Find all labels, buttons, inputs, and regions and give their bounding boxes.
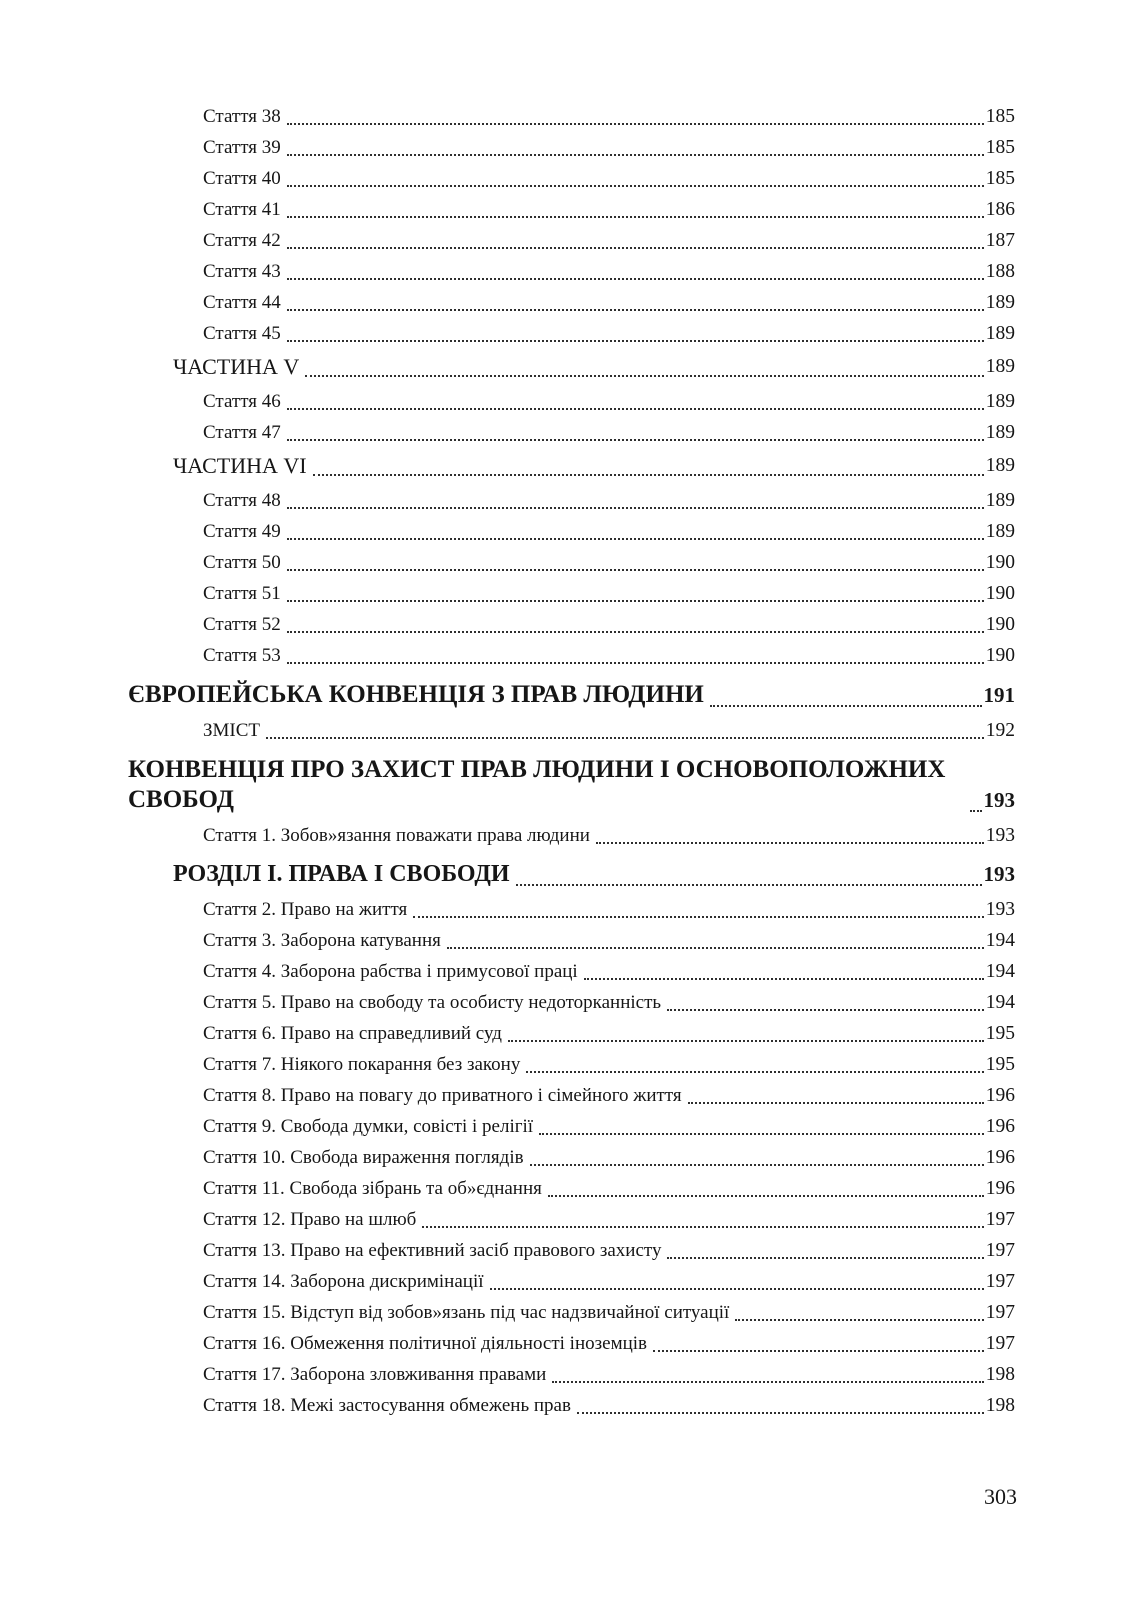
page-number: 303 [984,1484,1017,1509]
toc-entry-label: Стаття 41 [203,199,281,220]
toc-entry [128,860,1015,889]
toc-entry-label: КОНВЕНЦІЯ ПРО ЗАХИСТ ПРАВ ЛЮДИНИ І ОСНОВОПОЛОЖНИХ СВОБОД [128,756,946,813]
toc-entry [128,720,1015,742]
toc-entry-page-number: 197 [985,1333,1015,1354]
dot-leader [287,185,984,187]
toc-entry-label: Стаття 14. Заборона дискримінації [203,1271,484,1292]
toc-entry-label: Стаття 42 [203,230,281,251]
toc-entry-page-number: 197 [985,1271,1015,1292]
toc-entry-page-number: 196 [985,1085,1015,1106]
toc-entry [128,106,1015,128]
toc-entry [128,899,1015,921]
toc-entry [128,552,1015,574]
toc-entry [128,1395,1015,1417]
toc-entry [128,992,1015,1014]
toc-entry-label: Стаття 53 [203,645,281,666]
dot-leader [313,474,984,476]
toc-entry-label: Стаття 46 [203,391,281,412]
toc-entry-page-number: 185 [985,168,1015,189]
toc-entry [128,137,1015,159]
toc-entry-page-number: 197 [985,1240,1015,1261]
toc-entry-page-number: 189 [985,422,1015,443]
toc-entry-label: ЗМІСТ [203,720,261,741]
toc-entry-label: Стаття 9. Свобода думки, совісті і релігії [203,1116,534,1137]
dot-leader [539,1133,984,1135]
toc-entry-page-number: 194 [985,961,1015,982]
toc-entry [128,1271,1015,1293]
toc-entry-page-number: 189 [985,455,1015,476]
toc-entry [128,261,1015,283]
toc-entry-page-number: 187 [985,230,1015,251]
dot-leader [287,507,984,509]
dot-leader [287,154,984,156]
toc-entry-label: Стаття 1. Зобов»язання поважати права людини [203,825,590,846]
dot-leader [490,1288,984,1290]
toc-entry [128,1147,1015,1169]
toc-entry-label: Стаття 16. Обмеження політичної діяльності іноземців [203,1333,648,1354]
toc-entry-label: Стаття 15. Відступ від зобов»язань під час надзвичайної ситуації [203,1302,730,1323]
toc-entry-page-number: 190 [985,614,1015,635]
toc-entry [128,961,1015,983]
toc-entry-page-number: 189 [985,490,1015,511]
toc-entry-label: Стаття 38 [203,106,281,127]
toc-entry-page-number: 194 [985,992,1015,1013]
toc-entry-page-number: 193 [985,825,1015,846]
toc-entry-page-number: 196 [985,1116,1015,1137]
toc-entry [128,1116,1015,1138]
dot-leader [422,1226,983,1228]
toc-entry [128,614,1015,636]
dot-leader [508,1040,984,1042]
toc-entry-page-number: 196 [985,1147,1015,1168]
toc-entry [128,490,1015,512]
toc-entry [128,1054,1015,1076]
toc-entry-page-number: 195 [985,1023,1015,1044]
toc-entry-page-number: 194 [985,930,1015,951]
toc-entry-page-number: 197 [985,1302,1015,1323]
toc-entry [128,1240,1015,1262]
toc-entry [128,1085,1015,1107]
dot-leader [688,1102,984,1104]
toc-entry-page-number: 196 [985,1178,1015,1199]
toc-entry [128,755,1015,815]
dot-leader [287,247,984,249]
toc-entry [128,323,1015,345]
toc-entry-label: Стаття 51 [203,583,281,604]
toc-entry-label: Стаття 18. Межі застосування обмежень прав [203,1395,571,1416]
toc-entry [128,1333,1015,1355]
toc-entry-label: Стаття 52 [203,614,281,635]
dot-leader [287,216,984,218]
toc-entry-page-number: 190 [985,552,1015,573]
dot-leader [287,340,984,342]
table-of-contents [128,106,1015,1417]
dot-leader [526,1071,983,1073]
toc-entry [128,292,1015,314]
toc-entry-page-number: 191 [983,683,1015,707]
dot-leader [735,1319,983,1321]
toc-entry [128,453,1015,479]
toc-entry-label: Стаття 50 [203,552,281,573]
toc-entry-page-number: 186 [985,199,1015,220]
dot-leader [305,375,983,377]
dot-leader [287,600,984,602]
dot-leader [667,1257,983,1259]
dot-leader [447,947,984,949]
toc-entry [128,354,1015,380]
dot-leader [970,810,982,812]
toc-entry-label: Стаття 12. Право на шлюб [203,1209,417,1230]
toc-entry-label: Стаття 49 [203,521,281,542]
toc-entry [128,1178,1015,1200]
dot-leader [287,662,984,664]
toc-entry-page-number: 190 [985,583,1015,604]
dot-leader [287,123,984,125]
toc-entry-page-number: 189 [985,521,1015,542]
dot-leader [577,1412,984,1414]
dot-leader [287,408,984,410]
toc-entry-label: ЧАСТИНА VI [173,453,307,478]
dot-leader [710,705,982,707]
toc-entry-label: Стаття 4. Заборона рабства і примусової праці [203,961,578,982]
toc-entry-label: Стаття 43 [203,261,281,282]
toc-entry-page-number: 189 [985,323,1015,344]
toc-entry-label: Стаття 40 [203,168,281,189]
toc-entry-page-number: 197 [985,1209,1015,1230]
toc-entry-label: Стаття 10. Свобода вираження поглядів [203,1147,524,1168]
toc-entry-page-number: 193 [985,899,1015,920]
toc-entry-label: Стаття 8. Право на повагу до приватного і сімейного життя [203,1085,682,1106]
toc-entry [128,680,1015,710]
toc-entry-page-number: 195 [985,1054,1015,1075]
dot-leader [530,1164,984,1166]
dot-leader [287,538,984,540]
toc-entry-page-number: 189 [985,356,1015,377]
toc-entry-label: РОЗДІЛ І. ПРАВА І СВОБОДИ [173,861,510,887]
toc-entry-label: Стаття 11. Свобода зібрань та об»єднання [203,1178,542,1199]
toc-entry-label: Стаття 5. Право на свободу та особисту недоторканність [203,992,662,1013]
dot-leader [516,884,982,886]
toc-entry-label: Стаття 44 [203,292,281,313]
dot-leader [548,1195,984,1197]
toc-entry [128,930,1015,952]
toc-entry-label: Стаття 48 [203,490,281,511]
dot-leader [584,978,984,980]
toc-entry [128,645,1015,667]
toc-entry [128,583,1015,605]
toc-entry-label: Стаття 2. Право на життя [203,899,408,920]
toc-entry-page-number: 198 [985,1395,1015,1416]
dot-leader [596,842,984,844]
dot-leader [287,439,984,441]
toc-entry-label: Стаття 47 [203,422,281,443]
dot-leader [287,569,984,571]
toc-entry-label: ЧАСТИНА V [173,354,300,379]
toc-entry-label: Стаття 39 [203,137,281,158]
toc-entry [128,199,1015,221]
toc-entry [128,825,1015,847]
toc-entry-label: Стаття 17. Заборона зловживання правами [203,1364,547,1385]
toc-entry [128,230,1015,252]
toc-entry-label: Стаття 6. Право на справедливий суд [203,1023,502,1044]
dot-leader [287,631,984,633]
toc-entry-page-number: 198 [985,1364,1015,1385]
toc-entry-page-number: 185 [985,106,1015,127]
toc-entry-label: Стаття 45 [203,323,281,344]
toc-entry-page-number: 189 [985,391,1015,412]
toc-entry [128,1209,1015,1231]
toc-entry-label: Стаття 3. Заборона катування [203,930,441,951]
toc-entry-page-number: 189 [985,292,1015,313]
dot-leader [287,278,984,280]
toc-entry [128,1364,1015,1386]
toc-entry-page-number: 193 [983,788,1015,812]
dot-leader [287,309,984,311]
dot-leader [667,1009,984,1011]
dot-leader [266,737,984,739]
dot-leader [653,1350,984,1352]
toc-entry [128,521,1015,543]
toc-entry [128,422,1015,444]
toc-entry [128,168,1015,190]
toc-entry [128,1302,1015,1324]
toc-entry-page-number: 185 [985,137,1015,158]
toc-entry-label: Стаття 7. Ніякого покарання без закону [203,1054,521,1075]
dot-leader [552,1381,983,1383]
toc-entry-page-number: 188 [985,261,1015,282]
toc-entry-page-number: 192 [985,720,1015,741]
toc-entry [128,391,1015,413]
dot-leader [413,916,984,918]
toc-entry-page-number: 193 [983,862,1015,886]
toc-entry-page-number: 190 [985,645,1015,666]
toc-entry-label: Стаття 13. Право на ефективний засіб правового захисту [203,1240,662,1261]
toc-entry [128,1023,1015,1045]
toc-entry-label: ЄВРОПЕЙСЬКА КОНВЕНЦІЯ З ПРАВ ЛЮДИНИ [128,681,704,708]
